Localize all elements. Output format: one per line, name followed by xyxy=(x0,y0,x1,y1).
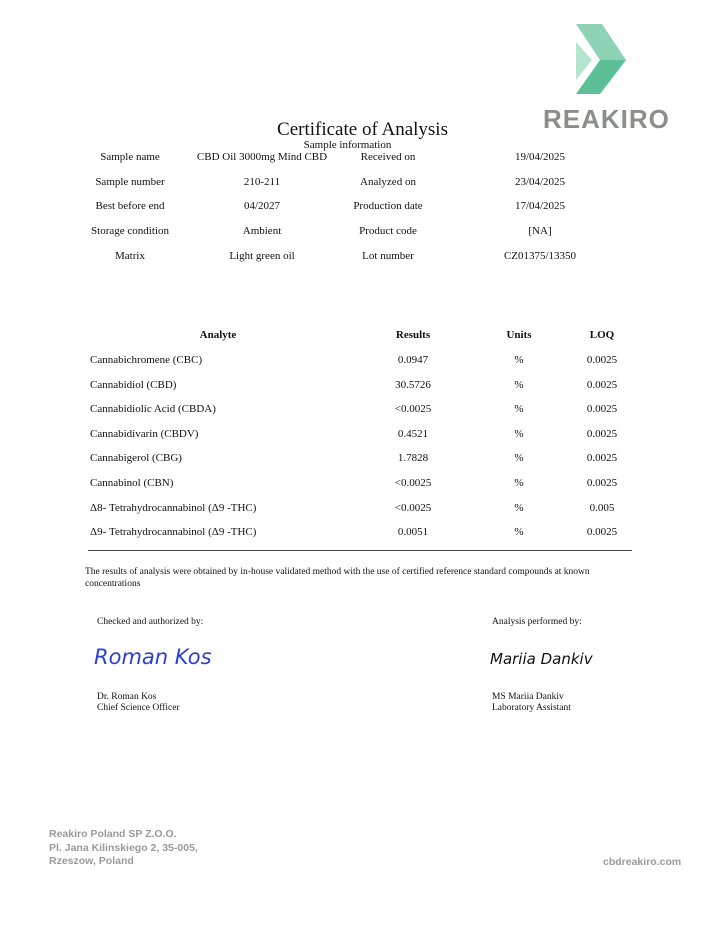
analyte-unit: % xyxy=(514,452,524,465)
footer-address xyxy=(49,828,198,869)
analyte-loq: 0.0025 xyxy=(586,427,618,440)
analyte-loq: 0.005 xyxy=(589,501,615,514)
sample-label: Analyzed on xyxy=(360,175,416,188)
sample-label: Lot number xyxy=(362,249,414,262)
sample-value: CBD Oil 3000mg Mind CBD xyxy=(196,151,328,163)
sample-value: CZ01375/13350 xyxy=(503,249,577,262)
svg-text:Roman Kos: Roman Kos xyxy=(94,645,212,669)
analyte-unit: % xyxy=(514,427,524,440)
method-note: The results of analysis were obtained by in-house validated method with the use of certified reference standard compounds at known concentrations xyxy=(85,567,590,589)
analyte-name: Cannabigerol (CBG) xyxy=(90,452,182,465)
svg-text:Mariia Dankiv: Mariia Dankiv xyxy=(490,650,593,668)
analyte-unit: % xyxy=(514,477,524,489)
sample-value: 17/04/2025 xyxy=(514,200,566,213)
sample-label: Best before end xyxy=(95,200,165,213)
signature-roman-kos xyxy=(92,642,212,672)
signer-right-name: MS Mariia Dankiv xyxy=(492,692,564,702)
sample-value: 23/04/2025 xyxy=(514,175,566,188)
analyte-unit: % xyxy=(514,354,524,366)
footer-website: cbdreakiro.com xyxy=(603,856,682,868)
analyte-name: Cannabidiolic Acid (CBDA) xyxy=(90,403,216,416)
analyte-loq: 0.0025 xyxy=(586,452,618,465)
analyte-name: Δ9- Tetrahydrocannabinol (Δ9 -THC) xyxy=(90,526,257,539)
signer-left-name: Dr. Roman Kos xyxy=(97,692,157,702)
table-header-cell: Units xyxy=(506,329,532,341)
analyte-unit: % xyxy=(514,501,524,514)
sample-label: Production date xyxy=(353,200,423,213)
analyte-name: Cannabidiol (CBD) xyxy=(90,378,177,391)
signer-left-role: Chief Science Officer xyxy=(97,703,180,713)
page-title: Certificate of Analysis xyxy=(277,119,448,140)
analyte-result: 0.4521 xyxy=(397,427,429,440)
table-header-cell: LOQ xyxy=(589,329,615,341)
footer-address-line: Reakiro Poland SP Z.O.O. xyxy=(49,828,177,840)
analyte-unit: % xyxy=(514,403,524,416)
table-divider xyxy=(88,550,632,551)
analyte-result: 1.7828 xyxy=(397,452,429,465)
analyte-loq: 0.0025 xyxy=(586,526,618,539)
sample-label: Storage condition xyxy=(91,225,169,238)
sample-value: [NA] xyxy=(528,225,552,238)
analyte-result: <0.0025 xyxy=(394,501,432,514)
performed-by-caption: Analysis performed by: xyxy=(492,617,582,627)
table-header-cell: Analyte xyxy=(199,329,237,341)
sample-label: Sample number xyxy=(95,175,165,188)
brand-wordmark: REAKIRO xyxy=(543,104,670,134)
table-header-cell: Results xyxy=(395,329,431,341)
sample-label: Received on xyxy=(360,151,416,163)
sample-label: Product code xyxy=(359,225,417,238)
sample-value: Light green oil xyxy=(229,249,295,262)
sample-value: Ambient xyxy=(242,225,282,238)
analyte-loq: 0.0025 xyxy=(586,477,618,489)
analyte-result: 0.0051 xyxy=(397,526,429,539)
analyte-unit: % xyxy=(514,526,524,539)
page-subtitle: Sample information xyxy=(303,139,392,151)
sample-label: Sample name xyxy=(100,151,160,163)
signer-right-role: Laboratory Assistant xyxy=(492,703,571,713)
analyte-result: <0.0025 xyxy=(394,403,432,416)
sample-value: 19/04/2025 xyxy=(514,151,566,163)
analyte-loq: 0.0025 xyxy=(586,403,618,416)
analyte-loq: 0.0025 xyxy=(586,354,618,366)
footer-address-line: Pl. Jana Kilinskiego 2, 35-005, xyxy=(49,841,198,854)
analyte-loq: 0.0025 xyxy=(586,378,618,391)
analyte-name: Cannabidivarin (CBDV) xyxy=(90,427,199,440)
checked-by-caption: Checked and authorized by: xyxy=(97,617,204,627)
analyte-name: Cannabinol (CBN) xyxy=(90,477,174,489)
analyte-result: <0.0025 xyxy=(394,477,432,489)
analyte-result: 0.0947 xyxy=(397,354,429,366)
footer-address-line: Rzeszow, Poland xyxy=(49,855,134,867)
sample-value: 04/2027 xyxy=(243,200,281,213)
analyte-name: Cannabichromene (CBC) xyxy=(90,354,203,366)
signature-mariia-dankiv xyxy=(488,644,598,672)
analyte-unit: % xyxy=(514,378,524,391)
sample-label: Matrix xyxy=(115,249,145,262)
analyte-name: Δ8- Tetrahydrocannabinol (Δ9 -THC) xyxy=(90,501,257,514)
analyte-result: 30.5726 xyxy=(395,378,431,391)
sample-value: 210-211 xyxy=(243,175,281,188)
